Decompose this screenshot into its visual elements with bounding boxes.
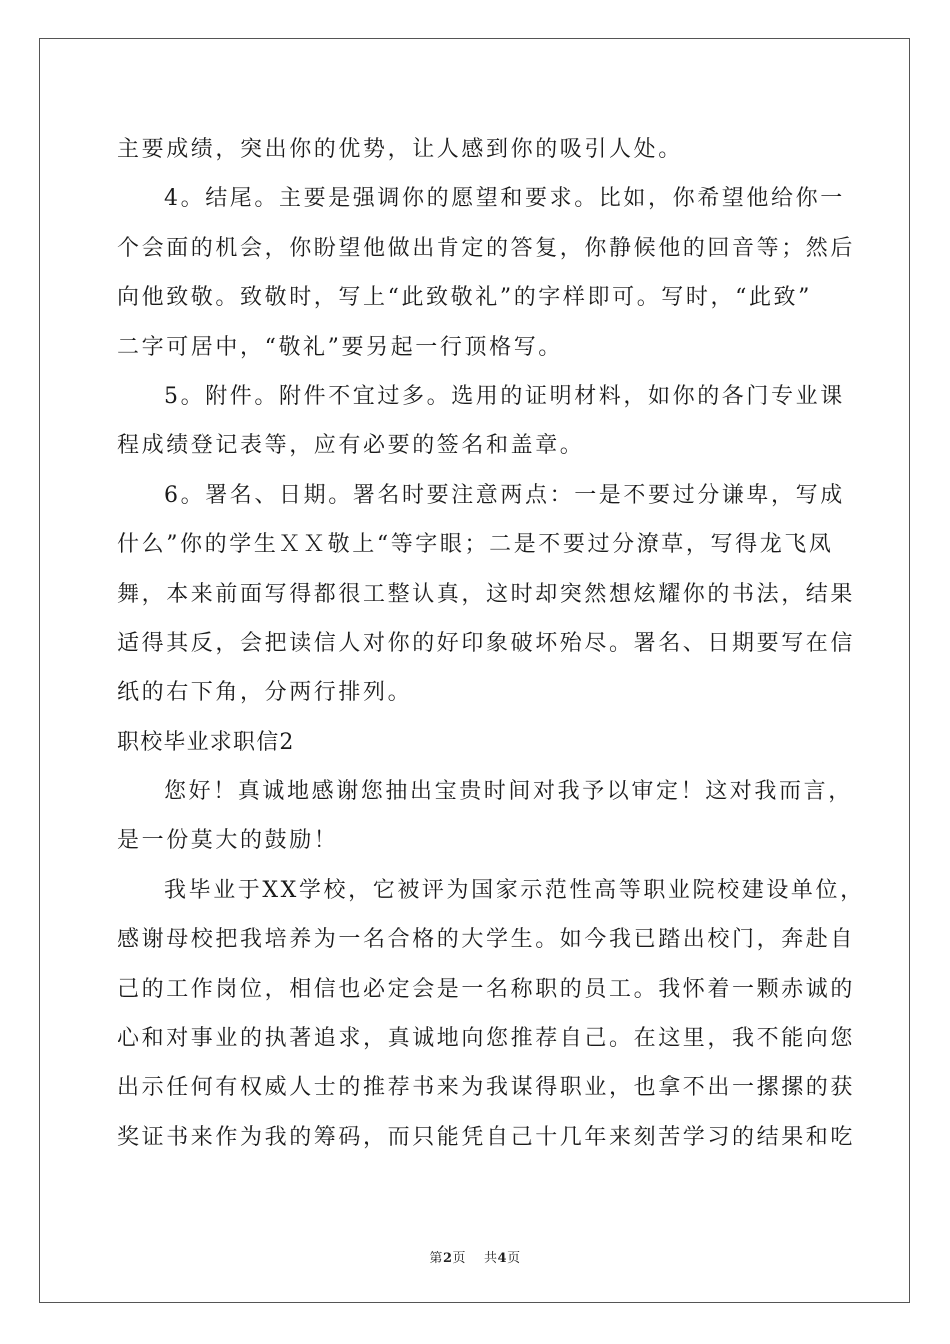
text-line: 4。结尾。主要是强调你的愿望和要求。比如，你希望他给你一 — [164, 186, 845, 212]
text-line: 我毕业于XX学校，它被评为国家示范性高等职业院校建设单位， — [164, 877, 865, 903]
text-line: 主要成绩，突出你的优势，让人感到你的吸引人处。 — [117, 137, 683, 162]
page-total: 共4页 — [484, 1251, 521, 1266]
text-line: 出示任何有权威人士的推荐书来为我谋得职业，也拿不出一摞摞的获 — [117, 1075, 856, 1101]
text-line: 二字可居中，“敬礼”要另起一行顶格写。 — [117, 334, 563, 360]
text-line: 5。附件。附件不宜过多。选用的证明材料，如你的各门专业课 — [164, 383, 845, 409]
page-footer — [0, 1247, 950, 1266]
text-line: 个会面的机会，你盼望他做出肯定的答复，你静候他的回音等；然后 — [117, 235, 856, 261]
text-line: 奖证书来作为我的筹码，而只能凭自己十几年来刻苦学习的结果和吃 — [117, 1124, 856, 1150]
text-line: 什么”你的学生ＸＸ敬上“等字眼；二是不要过分潦草，写得龙飞凤 — [117, 532, 834, 558]
text-line: 纸的右下角，分两行排列。 — [117, 680, 413, 706]
section-heading: 职校毕业求职信2 — [117, 729, 295, 755]
text-line: 适得其反，会把读信人对你的好印象破坏殆尽。署名、日期要写在信 — [117, 630, 856, 656]
text-line: 是一份莫大的鼓励！ — [117, 828, 339, 854]
document-body — [117, 125, 865, 1162]
text-line: 程成绩登记表等，应有必要的签名和盖章。 — [117, 433, 585, 459]
text-line: 己的工作岗位，相信也必定会是一名称职的员工。我怀着一颗赤诚的 — [117, 976, 856, 1002]
text-line: 心和对事业的执著追求，真诚地向您推荐自己。在这里，我不能向您 — [117, 1026, 856, 1052]
text-line: 向他致敬。致敬时，写上“此致敬礼”的字样即可。写时，“此致” — [117, 285, 812, 311]
text-line: 您好！真诚地感谢您抽出宝贵时间对我予以审定！这对我而言， — [164, 779, 853, 805]
text-line: 感谢母校把我培养为一名合格的大学生。如今我已踏出校门，奔赴自 — [117, 927, 856, 953]
text-line: 舞，本来前面写得都很工整认真，这时却突然想炫耀你的书法，结果 — [117, 581, 856, 607]
text-line: 6。署名、日期。署名时要注意两点：一是不要过分谦卑，写成 — [164, 482, 845, 508]
page-number: 第2页 — [429, 1251, 466, 1266]
